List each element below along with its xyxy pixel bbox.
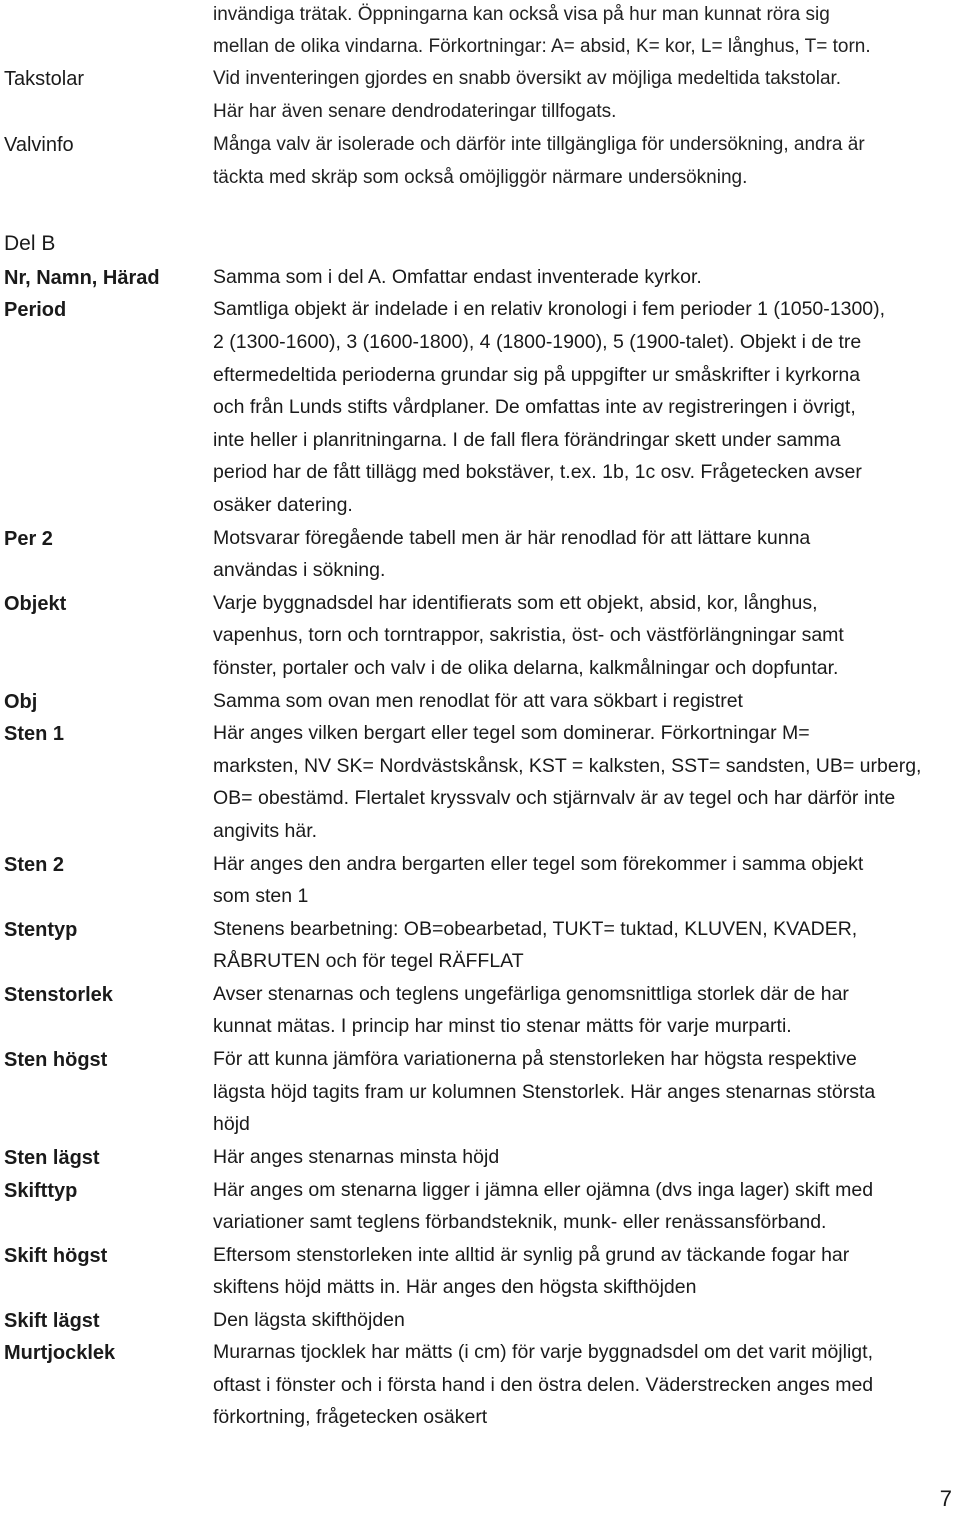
description-line: användas i sökning. (213, 559, 386, 581)
description-line: Samma som ovan men renodlat för att vara sökbart i registret (213, 690, 743, 712)
description-line: Här anges om stenarna ligger i jämna eller ojämna (dvs inga lager) skift med (213, 1179, 874, 1201)
description-line: Samma som i del A. Omfattar endast inventerade kyrkor. (213, 266, 702, 288)
term-stentyp: Stentyp (4, 919, 78, 941)
term-obj: Obj (4, 691, 38, 713)
description-line: För att kunna jämföra variationerna på stenstorleken har högsta respektive (213, 1048, 857, 1070)
description-line: Stenens bearbetning: OB=obearbetad, TUKT= tuktad, KLUVEN, KVADER, (213, 918, 858, 940)
description-line: eftermedeltida perioderna grundar sig på uppgifter ur småskrifter i kyrkorna (213, 364, 861, 386)
description-line: Varje byggnadsdel har identifierats som ett objekt, absid, kor, långhus, (213, 592, 818, 614)
term-sten-1: Sten 1 (4, 723, 65, 745)
term-skift-lagst: Skift lägst (4, 1310, 100, 1332)
intro-line: invändiga trätak. Öppningarna kan också visa på hur man kunnat röra sig (213, 4, 830, 25)
description-line: Eftersom stenstorleken inte alltid är synlig på grund av täckande fogar har (213, 1244, 850, 1266)
description-line: 2 (1300-1600), 3 (1600-1800), 4 (1800-1900), 5 (1900-talet). Objekt i de tre (213, 331, 862, 353)
term-takstolar: Takstolar (4, 68, 85, 90)
term-sten-lagst: Sten lägst (4, 1147, 100, 1169)
description-line: lägsta höjd tagits fram ur kolumnen Stenstorlek. Här anges stenarnas största (213, 1081, 876, 1103)
description-line: och från Lunds stifts vårdplaner. De omfattas inte av registreringen i övrigt, (213, 396, 856, 418)
term-sten-hogst: Sten högst (4, 1049, 108, 1071)
description-line: variationer samt teglens förbandsteknik, munk- eller renässansförband. (213, 1211, 827, 1233)
description-line: Vid inventeringen gjordes en snabb översikt av möjliga medeltida takstolar. (213, 68, 842, 89)
description-line: kunnat mätas. I princip har minst tio stenar mätts för varje murparti. (213, 1015, 792, 1037)
term-period: Period (4, 299, 67, 321)
intro-line: mellan de olika vindarna. Förkortningar: A= absid, K= kor, L= långhus, T= torn. (213, 36, 871, 57)
term-per-2: Per 2 (4, 528, 53, 550)
description-line: Här anges stenarnas minsta höjd (213, 1146, 500, 1168)
description-line: inte heller i planritningarna. I de fall flera förändringar skett under samma (213, 429, 841, 451)
description-line: Murarnas tjocklek har mätts (i cm) för varje byggnadsdel om det varit möjligt, (213, 1341, 873, 1363)
description-line: period har de fått tillägg med bokstäver, t.ex. 1b, 1c osv. Frågetecken avser (213, 461, 862, 483)
term-sten-2: Sten 2 (4, 854, 65, 876)
term-valvinfo: Valvinfo (4, 134, 74, 156)
description-line: skiftens höjd mätts in. Här anges den högsta skifthöjden (213, 1276, 697, 1298)
section-heading: Del B (4, 232, 56, 255)
description-line: Den lägsta skifthöjden (213, 1309, 405, 1331)
term-nr-namn-harad: Nr, Namn, Härad (4, 267, 160, 289)
description-line: oftast i fönster och i första hand i den östra delen. Väderstrecken anges med (213, 1374, 874, 1396)
term-murtjocklek: Murtjocklek (4, 1342, 116, 1364)
description-line: RÅBRUTEN och för tegel RÄFFLAT (213, 950, 524, 972)
description-line: Här anges den andra bergarten eller tegel som förekommer i samma objekt (213, 853, 864, 875)
description-line: täckta med skräp som också omöjliggör närmare undersökning. (213, 167, 748, 188)
description-line: angivits här. (213, 820, 318, 842)
description-line: OB= obestämd. Flertalet kryssvalv och stjärnvalv är av tegel och har därför inte (213, 787, 896, 809)
description-line: Avser stenarnas och teglens ungefärliga genomsnittliga storlek där de har (213, 983, 849, 1005)
description-line: Många valv är isolerade och därför inte tillgängliga för undersökning, andra är (213, 134, 865, 155)
description-line: förkortning, frågetecken osäkert (213, 1406, 488, 1428)
description-line: Här anges vilken bergart eller tegel som dominerar. Förkortningar M= (213, 722, 810, 744)
description-line: höjd (213, 1113, 250, 1135)
description-line: marksten, NV SK= Nordvästskånsk, KST = kalksten, SST= sandsten, UB= urberg, (213, 755, 922, 777)
description-line: vapenhus, torn och torntrappor, sakristia, öst- och västförlängningar samt (213, 624, 844, 646)
term-stenstorlek: Stenstorlek (4, 984, 113, 1006)
term-skifttyp: Skifttyp (4, 1180, 78, 1202)
description-line: fönster, portaler och valv i de olika delarna, kalkmålningar och dopfuntar. (213, 657, 839, 679)
term-objekt: Objekt (4, 593, 67, 615)
description-line: Här har även senare dendrodateringar tillfogats. (213, 101, 617, 122)
description-line: osäker datering. (213, 494, 353, 516)
description-line: som sten 1 (213, 885, 309, 907)
term-skift-hogst: Skift högst (4, 1245, 108, 1267)
description-line: Motsvarar föregående tabell men är här renodlad för att lättare kunna (213, 527, 811, 549)
page-number: 7 (939, 1486, 952, 1511)
description-line: Samtliga objekt är indelade i en relativ kronologi i fem perioder 1 (1050-1300), (213, 298, 886, 320)
